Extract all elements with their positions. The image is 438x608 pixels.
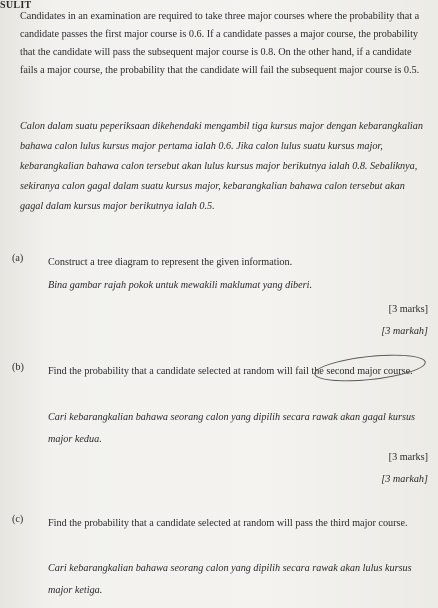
question-c-english: Find the probability that a candidate selected at random will pass the third major course. bbox=[48, 518, 408, 529]
question-c-label: (c) bbox=[12, 514, 24, 525]
question-b-marks: [3 marks] bbox=[388, 452, 428, 463]
question-a-markah: [3 markah] bbox=[381, 326, 428, 337]
intro-english: Candidates in an examination are required to take three major courses where the probability that a candidate passes the first major course is 0.6. If a candidate passes a major course, the probability that the candidate will pass the subsequent major course is 0.8. On the other hand, if a candidate fails a major course, the probability that the candidate will fail the subsequent major course is 0.5. bbox=[20, 11, 420, 76]
question-b-label: (b) bbox=[12, 362, 24, 373]
question-b-english: Find the probability that a candidate selected at random will fail the second major course. bbox=[48, 366, 413, 377]
question-a-malay: Bina gambar rajah pokok untuk mewakili maklumat yang diberi. bbox=[48, 280, 312, 291]
question-c-malay: Cari kebarangkalian bahawa seorang calon yang dipilih secara rawak akan lulus kursus major ketiga. bbox=[48, 563, 412, 596]
question-a-marks: [3 marks] bbox=[388, 304, 428, 315]
page-header-code: SULIT bbox=[0, 0, 32, 11]
question-a-label: (a) bbox=[12, 253, 24, 264]
question-b-malay: Cari kebarangkalian bahawa seorang calon yang dipilih secara rawak akan gagal kursus major kedua. bbox=[48, 412, 416, 445]
intro-malay: Calon dalam suatu peperiksaan dikehendaki mengambil tiga kursus major dengan kebarangkalian bahawa calon lulus kursus major pertama ialah 0.6. Jika calon lulus suatu kursus major, kebarangkalian bahawa calon tersebut akan lulus kursus major berikutnya ialah 0.8. Sebaliknya, sekiranya calon gagal dalam suatu kursus major, kebarangkalian bahawa calon tersebut akan gagal dalam kursus major berikutnya ialah 0.5. bbox=[20, 121, 423, 212]
question-b-markah: [3 markah] bbox=[381, 474, 428, 485]
question-a-english: Construct a tree diagram to represent the given information. bbox=[48, 257, 293, 268]
